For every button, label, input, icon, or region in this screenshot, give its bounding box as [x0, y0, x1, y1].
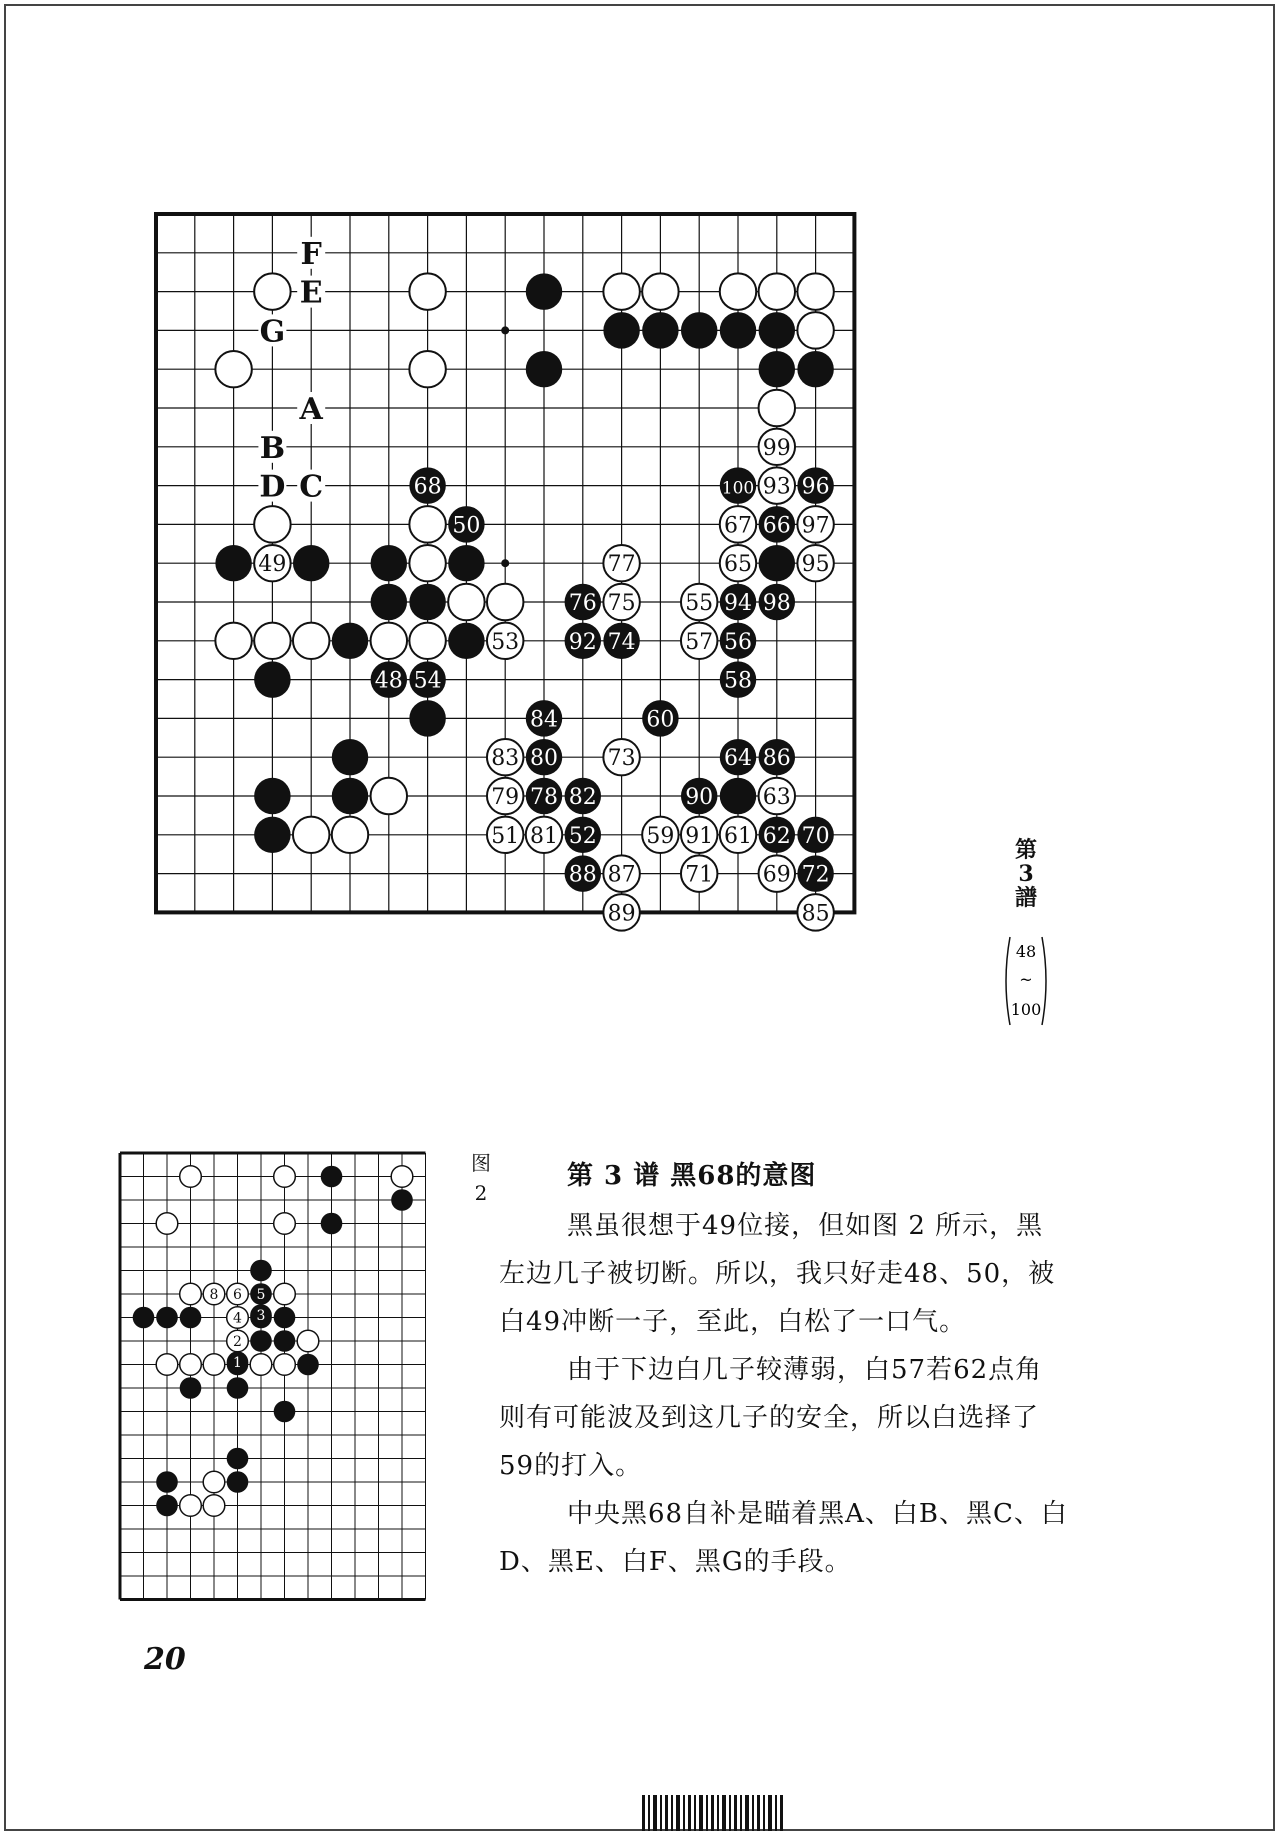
- point-letter: F: [300, 236, 322, 272]
- white-stone: [759, 273, 795, 309]
- black-stone: [180, 1307, 202, 1329]
- black-stone: [332, 739, 368, 775]
- point-letter: C: [299, 469, 324, 505]
- star-point: [501, 326, 509, 334]
- move-number: 84: [530, 707, 558, 733]
- black-stone: [250, 1330, 272, 1352]
- move-number: 50: [452, 513, 481, 539]
- move-number: 6: [233, 1287, 242, 1303]
- move-number: 88: [568, 862, 597, 888]
- black-stone: [297, 1354, 319, 1376]
- black-stone: [180, 1377, 202, 1399]
- point-letter: A: [299, 392, 323, 427]
- move-number: 4: [233, 1310, 242, 1327]
- black-stone: [250, 1260, 272, 1282]
- go-diagram-main: [150, 208, 990, 1028]
- white-stone: [180, 1495, 202, 1517]
- white-stone: [215, 351, 251, 387]
- black-stone: [526, 351, 562, 387]
- black-stone: [133, 1307, 155, 1329]
- white-stone: [250, 1354, 272, 1376]
- move-number: 72: [801, 862, 830, 888]
- range-to: 100: [1010, 1000, 1042, 1019]
- white-stone: [332, 817, 368, 853]
- white-stone: [156, 1213, 178, 1235]
- move-number: 73: [607, 746, 636, 772]
- black-stone: [215, 545, 251, 581]
- white-stone: [274, 1283, 296, 1305]
- black-stone: [448, 545, 484, 581]
- move-number: 56: [724, 629, 752, 655]
- move-number: 87: [607, 862, 636, 888]
- black-stone: [227, 1377, 249, 1399]
- move-number: 2: [233, 1334, 242, 1350]
- move-number: 55: [685, 591, 714, 616]
- white-stone: [203, 1471, 225, 1493]
- move-number: 78: [530, 785, 558, 810]
- svg-text:~: ~: [1019, 970, 1033, 989]
- scan-barcode: [640, 1795, 790, 1831]
- move-number: 96: [801, 474, 830, 500]
- black-stone: [409, 584, 445, 620]
- move-number: 77: [607, 552, 636, 578]
- white-stone: [254, 623, 290, 659]
- black-stone: [391, 1189, 413, 1211]
- white-stone: [797, 273, 833, 309]
- move-number: 94: [724, 591, 752, 616]
- move-number: 100: [721, 478, 755, 499]
- white-stone: [409, 273, 445, 309]
- black-stone: [642, 312, 678, 348]
- move-number: 75: [607, 591, 636, 616]
- white-stone: [215, 623, 251, 659]
- move-number: 61: [724, 823, 752, 849]
- commentary-paragraph-2: 由于下边白几子较薄弱，白57若62点角则有可能波及到这几子的安全，所以白选择了59的打入。: [499, 1355, 1043, 1481]
- white-stone: [409, 351, 445, 387]
- black-stone: [156, 1307, 178, 1329]
- move-number: 86: [762, 746, 791, 772]
- white-stone: [391, 1166, 413, 1188]
- black-stone: [409, 700, 445, 736]
- black-stone: [274, 1307, 296, 1329]
- move-number: 57: [685, 629, 714, 655]
- white-stone: [371, 623, 407, 659]
- move-number: 93: [762, 474, 791, 500]
- move-number: 85: [801, 901, 830, 927]
- white-stone: [448, 584, 484, 620]
- white-stone: [274, 1166, 296, 1188]
- black-stone: [254, 817, 290, 853]
- white-stone: [274, 1354, 296, 1376]
- black-stone: [448, 623, 484, 659]
- black-stone: [526, 273, 562, 309]
- white-stone: [180, 1283, 202, 1305]
- black-stone: [254, 778, 290, 814]
- black-stone: [321, 1166, 343, 1188]
- move-number: 49: [258, 552, 287, 578]
- black-stone: [681, 312, 717, 348]
- black-stone: [227, 1448, 249, 1470]
- move-number: 81: [530, 823, 558, 849]
- move-number: 59: [646, 823, 675, 849]
- white-stone: [180, 1166, 202, 1188]
- black-stone: [321, 1213, 343, 1235]
- black-stone: [759, 351, 795, 387]
- move-number: 95: [801, 552, 830, 578]
- move-number: 90: [685, 785, 714, 810]
- diagram-range: [1002, 935, 1050, 1027]
- go-diagram-figure2: [118, 1145, 463, 1620]
- black-stone: [274, 1330, 296, 1352]
- move-number: 8: [209, 1287, 219, 1303]
- black-stone: [603, 312, 639, 348]
- black-stone: [156, 1495, 178, 1517]
- move-number: 62: [762, 823, 791, 849]
- black-stone: [274, 1401, 296, 1423]
- white-stone: [409, 623, 445, 659]
- white-stone: [293, 623, 329, 659]
- black-stone: [156, 1471, 178, 1493]
- white-stone: [203, 1354, 225, 1376]
- white-stone: [720, 273, 756, 309]
- white-stone: [487, 584, 523, 620]
- point-letter: D: [259, 469, 286, 505]
- move-number: 83: [491, 746, 520, 772]
- white-stone: [297, 1330, 319, 1352]
- white-stone: [642, 273, 678, 309]
- white-stone: [254, 506, 290, 542]
- white-stone: [797, 312, 833, 348]
- commentary-paragraph-3: 中央黑68自补是瞄着黑A、白B、黑C、白D、黑E、白F、黑G的手段。: [499, 1499, 1068, 1577]
- white-stone: [180, 1354, 202, 1376]
- black-stone: [720, 312, 756, 348]
- commentary-paragraph-1: 黑虽很想于49位接，但如图 2 所示，黑左边几子被切断。所以，我只好走48、50，被白49冲断一子，至此，白松了一口气。: [499, 1211, 1056, 1337]
- move-number: 1: [233, 1355, 242, 1372]
- black-stone: [371, 584, 407, 620]
- figure2-label: [468, 1148, 494, 1208]
- black-stone: [332, 778, 368, 814]
- figure2-number: 2: [474, 1181, 488, 1205]
- black-stone: [797, 351, 833, 387]
- point-letter: G: [259, 314, 286, 350]
- white-stone: [371, 778, 407, 814]
- range-from: 48: [1015, 942, 1037, 961]
- move-number: 70: [801, 823, 830, 849]
- white-stone: [409, 506, 445, 542]
- black-stone: [759, 545, 795, 581]
- white-stone: [603, 273, 639, 309]
- white-stone: [293, 817, 329, 853]
- black-stone: [720, 778, 756, 814]
- black-stone: [759, 312, 795, 348]
- move-number: 80: [530, 746, 558, 772]
- point-letter: B: [259, 430, 286, 466]
- move-number: 92: [568, 629, 597, 655]
- move-number: 58: [724, 668, 752, 694]
- move-number: 69: [762, 862, 791, 888]
- black-stone: [254, 661, 290, 697]
- white-stone: [274, 1213, 296, 1235]
- diagram-label: 第3譜: [1014, 837, 1037, 911]
- move-number: 53: [491, 629, 520, 655]
- white-stone: [203, 1495, 225, 1517]
- move-number: 71: [685, 862, 714, 888]
- move-number: 89: [607, 901, 636, 927]
- white-stone: [254, 273, 290, 309]
- point-letter: E: [299, 275, 323, 311]
- commentary: [499, 1152, 1069, 1586]
- figure2-label-text: 图: [471, 1151, 491, 1175]
- move-number: 48: [374, 668, 403, 694]
- move-number: 97: [801, 513, 830, 539]
- move-number: 82: [568, 785, 597, 810]
- move-number: 68: [413, 474, 442, 500]
- commentary-title: 第 3 谱 黑68的意图: [567, 1161, 817, 1191]
- star-point: [501, 559, 509, 567]
- white-stone: [156, 1354, 178, 1376]
- white-stone: [759, 390, 795, 426]
- black-stone: [332, 623, 368, 659]
- move-number: 76: [568, 591, 597, 616]
- move-number: 67: [724, 513, 752, 539]
- move-number: 51: [491, 823, 520, 849]
- move-number: 60: [646, 707, 675, 733]
- page-number: 20: [144, 1642, 186, 1677]
- move-number: 5: [256, 1287, 266, 1303]
- move-number: 74: [607, 629, 636, 655]
- move-number: 54: [413, 668, 442, 694]
- move-number: 99: [762, 435, 791, 461]
- white-stone: [409, 545, 445, 581]
- move-number: 91: [685, 823, 714, 849]
- move-number: 79: [491, 785, 520, 810]
- move-number: 64: [724, 746, 752, 772]
- move-number: 63: [762, 785, 791, 810]
- black-stone: [227, 1471, 249, 1493]
- black-stone: [371, 545, 407, 581]
- black-stone: [293, 545, 329, 581]
- move-number: 52: [568, 823, 597, 849]
- move-number: 3: [256, 1308, 266, 1325]
- move-number: 66: [762, 513, 791, 539]
- move-number: 98: [762, 591, 791, 616]
- move-number: 65: [724, 552, 752, 578]
